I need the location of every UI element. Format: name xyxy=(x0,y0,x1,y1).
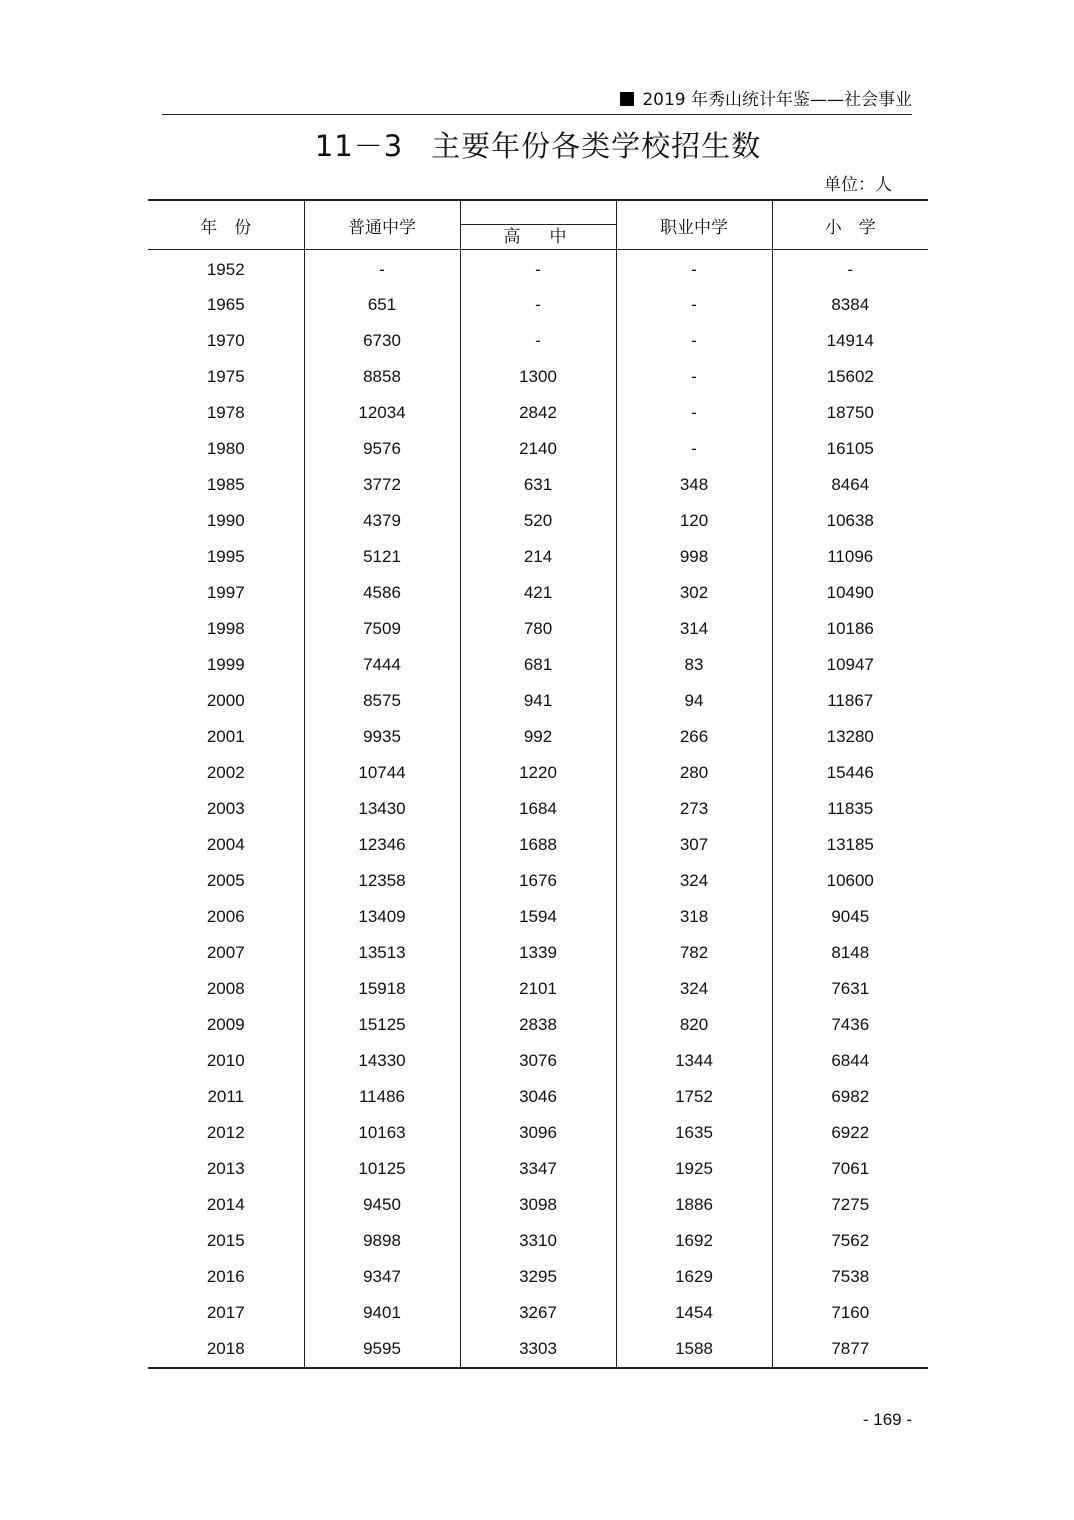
primary-cell: 7877 xyxy=(772,1331,928,1368)
year-cell: 2018 xyxy=(148,1331,304,1368)
general-middle-cell: 12034 xyxy=(304,395,460,431)
vocational-cell: 83 xyxy=(616,647,772,683)
table-row xyxy=(148,1115,928,1151)
unit-label: 单位：人 xyxy=(824,175,892,195)
year-cell: 1975 xyxy=(206,367,245,386)
vocational-cell: 820 xyxy=(616,1007,772,1043)
general-middle-cell: 15125 xyxy=(304,1007,460,1043)
high-school-cell: 941 xyxy=(460,683,616,719)
high-school-cell: 2140 xyxy=(460,431,616,467)
general-middle-cell: 7444 xyxy=(304,647,460,683)
table-row xyxy=(148,1259,928,1295)
general-middle-cell: 9450 xyxy=(304,1187,460,1223)
general-middle-cell: 8858 xyxy=(304,359,460,395)
year-cell: 1998 xyxy=(206,619,245,638)
vocational-cell: 348 xyxy=(616,467,772,503)
vocational-cell: 1344 xyxy=(616,1043,772,1079)
general-middle-cell: 5121 xyxy=(304,539,460,575)
primary-cell: 7436 xyxy=(772,1007,928,1043)
high-school-cell: 3096 xyxy=(460,1115,616,1151)
black-square-icon xyxy=(620,92,634,106)
table-row xyxy=(148,467,928,503)
general-middle-cell: 9347 xyxy=(304,1259,460,1295)
table-row xyxy=(148,323,928,359)
primary-cell: 9045 xyxy=(772,899,928,935)
high-school-cell: - xyxy=(460,250,616,288)
primary-cell: 10947 xyxy=(772,647,928,683)
year-cell: 2013 xyxy=(206,1159,245,1178)
general-middle-cell: 651 xyxy=(304,287,460,323)
year-cell: 2007 xyxy=(206,943,245,962)
high-school-cell: 2838 xyxy=(460,1007,616,1043)
table-row xyxy=(148,719,928,755)
high-school-cell: 3310 xyxy=(460,1223,616,1259)
high-school-cell: 2101 xyxy=(460,971,616,1007)
general-middle-cell: 9576 xyxy=(304,431,460,467)
general-middle-cell: 9595 xyxy=(304,1331,460,1368)
vocational-cell: 280 xyxy=(616,755,772,791)
high-school-cell: 1676 xyxy=(460,863,616,899)
year-cell: 2017 xyxy=(206,1303,245,1322)
high-school-cell: 992 xyxy=(460,719,616,755)
year-cell: 1965 xyxy=(206,295,245,314)
high-school-cell: - xyxy=(460,287,616,323)
table-row xyxy=(148,431,928,467)
table-row xyxy=(148,1151,928,1187)
primary-cell: 10600 xyxy=(772,863,928,899)
high-school-cell: 3347 xyxy=(460,1151,616,1187)
year-cell: 2006 xyxy=(206,907,245,926)
primary-cell: 6844 xyxy=(772,1043,928,1079)
high-school-cell: 421 xyxy=(460,575,616,611)
high-school-cell: 1594 xyxy=(460,899,616,935)
general-middle-cell: 9935 xyxy=(304,719,460,755)
primary-cell: 7275 xyxy=(772,1187,928,1223)
table-row xyxy=(148,575,928,611)
primary-cell: 6922 xyxy=(772,1115,928,1151)
vocational-cell: 1752 xyxy=(616,1079,772,1115)
high-school-cell: 3303 xyxy=(460,1331,616,1368)
vocational-cell: 998 xyxy=(616,539,772,575)
vocational-cell: 1635 xyxy=(616,1115,772,1151)
page-number: - 169 - xyxy=(862,1410,912,1429)
vocational-cell: 1925 xyxy=(616,1151,772,1187)
table-row xyxy=(148,1187,928,1223)
vocational-cell: 324 xyxy=(616,863,772,899)
general-middle-cell: 14330 xyxy=(304,1043,460,1079)
primary-cell: 10638 xyxy=(772,503,928,539)
primary-cell: 16105 xyxy=(772,431,928,467)
primary-cell: 18750 xyxy=(772,395,928,431)
general-middle-cell: 10125 xyxy=(304,1151,460,1187)
high-school-cell: 1339 xyxy=(460,935,616,971)
year-cell: 2000 xyxy=(206,691,245,710)
general-middle-cell: 10163 xyxy=(304,1115,460,1151)
table-row xyxy=(148,899,928,935)
year-cell: 1995 xyxy=(206,547,245,566)
general-middle-cell: 15918 xyxy=(304,971,460,1007)
general-middle-cell: 13409 xyxy=(304,899,460,935)
general-middle-cell: 7509 xyxy=(304,611,460,647)
table-row xyxy=(148,1331,928,1368)
high-school-cell: 681 xyxy=(460,647,616,683)
table-row xyxy=(148,1007,928,1043)
primary-cell: 8464 xyxy=(772,467,928,503)
general-middle-cell: 12346 xyxy=(304,827,460,863)
year-cell: 2008 xyxy=(206,979,245,998)
table-header-row xyxy=(148,200,928,250)
table-row xyxy=(148,611,928,647)
vocational-cell: 1588 xyxy=(616,1331,772,1368)
year-cell: 2009 xyxy=(206,1015,245,1034)
high-school-cell: 2842 xyxy=(460,395,616,431)
vocational-cell: 782 xyxy=(616,935,772,971)
year-cell: 2016 xyxy=(206,1267,245,1286)
vocational-cell: 120 xyxy=(616,503,772,539)
high-school-cell: 780 xyxy=(460,611,616,647)
year-cell: 2012 xyxy=(206,1123,245,1142)
table-row xyxy=(148,647,928,683)
running-header xyxy=(162,88,912,115)
table-row xyxy=(148,539,928,575)
high-school-cell: 520 xyxy=(460,503,616,539)
vocational-cell: 1886 xyxy=(616,1187,772,1223)
general-middle-cell: 12358 xyxy=(304,863,460,899)
general-middle-cell: 9401 xyxy=(304,1295,460,1331)
year-cell: 2001 xyxy=(206,727,245,746)
primary-cell: 13185 xyxy=(772,827,928,863)
enrollment-table xyxy=(148,199,928,1369)
year-cell: 2015 xyxy=(206,1231,245,1250)
high-school-cell: 3076 xyxy=(460,1043,616,1079)
year-cell: 2003 xyxy=(206,799,245,818)
table-row xyxy=(148,791,928,827)
year-cell: 1978 xyxy=(206,403,245,422)
header-high-school: 高 中 xyxy=(461,224,616,249)
primary-cell: 7538 xyxy=(772,1259,928,1295)
table-row xyxy=(148,827,928,863)
vocational-cell: 266 xyxy=(616,719,772,755)
running-header-text: 2019 年秀山统计年鉴——社会事业 xyxy=(642,90,912,110)
vocational-cell: 1692 xyxy=(616,1223,772,1259)
title-number: 11－3 xyxy=(314,129,404,163)
high-school-cell: 3098 xyxy=(460,1187,616,1223)
year-cell: 2014 xyxy=(206,1195,245,1214)
vocational-cell: 273 xyxy=(616,791,772,827)
vocational-cell: 324 xyxy=(616,971,772,1007)
table-row xyxy=(148,395,928,431)
title-text: 主要年份各类学校招生数 xyxy=(431,129,762,163)
table-row xyxy=(148,935,928,971)
general-middle-cell: 4379 xyxy=(304,503,460,539)
vocational-cell: 1454 xyxy=(616,1295,772,1331)
high-school-cell: 1684 xyxy=(460,791,616,827)
high-school-cell: 3267 xyxy=(460,1295,616,1331)
general-middle-cell: 8575 xyxy=(304,683,460,719)
table-row xyxy=(148,287,928,323)
table-row xyxy=(148,1079,928,1115)
general-middle-cell: 13430 xyxy=(304,791,460,827)
year-cell: 2010 xyxy=(206,1051,245,1070)
primary-cell: 15446 xyxy=(772,755,928,791)
year-cell: 1999 xyxy=(206,655,245,674)
high-school-cell: 3295 xyxy=(460,1259,616,1295)
table-row xyxy=(148,359,928,395)
vocational-cell: - xyxy=(616,323,772,359)
header-vocational: 职业中学 xyxy=(616,200,772,250)
table-row xyxy=(148,250,928,288)
general-middle-cell: 6730 xyxy=(304,323,460,359)
primary-cell: 10186 xyxy=(772,611,928,647)
high-school-cell: 1688 xyxy=(460,827,616,863)
primary-cell: 7061 xyxy=(772,1151,928,1187)
table-body xyxy=(148,250,928,1369)
year-cell: 2004 xyxy=(206,835,245,854)
general-middle-cell: 10744 xyxy=(304,755,460,791)
general-middle-cell: 11486 xyxy=(304,1079,460,1115)
table-row xyxy=(148,971,928,1007)
primary-cell: - xyxy=(772,250,928,288)
table-row xyxy=(148,863,928,899)
vocational-cell: - xyxy=(616,250,772,288)
general-middle-cell: - xyxy=(304,250,460,288)
primary-cell: 6982 xyxy=(772,1079,928,1115)
vocational-cell: 314 xyxy=(616,611,772,647)
year-cell: 2002 xyxy=(206,763,245,782)
primary-cell: 11835 xyxy=(772,791,928,827)
vocational-cell: - xyxy=(616,359,772,395)
table-row xyxy=(148,1223,928,1259)
table-row xyxy=(148,503,928,539)
vocational-cell: 318 xyxy=(616,899,772,935)
primary-cell: 14914 xyxy=(772,323,928,359)
primary-cell: 7631 xyxy=(772,971,928,1007)
high-school-cell: 1300 xyxy=(460,359,616,395)
primary-cell: 11096 xyxy=(772,539,928,575)
table-row xyxy=(148,683,928,719)
primary-cell: 13280 xyxy=(772,719,928,755)
vocational-cell: - xyxy=(616,395,772,431)
primary-cell: 15602 xyxy=(772,359,928,395)
year-cell: 1990 xyxy=(206,511,245,530)
high-school-cell: - xyxy=(460,323,616,359)
header-primary: 小 学 xyxy=(772,200,928,250)
high-school-cell: 1220 xyxy=(460,755,616,791)
primary-cell: 7160 xyxy=(772,1295,928,1331)
general-middle-cell: 4586 xyxy=(304,575,460,611)
year-cell: 1980 xyxy=(206,439,245,458)
table-row xyxy=(148,755,928,791)
vocational-cell: 1629 xyxy=(616,1259,772,1295)
high-school-cell: 3046 xyxy=(460,1079,616,1115)
primary-cell: 7562 xyxy=(772,1223,928,1259)
primary-cell: 10490 xyxy=(772,575,928,611)
year-cell: 1970 xyxy=(206,331,245,350)
general-middle-cell: 3772 xyxy=(304,467,460,503)
year-cell: 1952 xyxy=(206,259,245,279)
year-cell: 1985 xyxy=(206,475,245,494)
table-row xyxy=(148,1043,928,1079)
vocational-cell: 307 xyxy=(616,827,772,863)
general-middle-cell: 13513 xyxy=(304,935,460,971)
primary-cell: 8384 xyxy=(772,287,928,323)
primary-cell: 11867 xyxy=(772,683,928,719)
year-cell: 2005 xyxy=(206,871,245,890)
table-row xyxy=(148,1295,928,1331)
general-middle-cell: 9898 xyxy=(304,1223,460,1259)
header-general-middle: 普通中学 xyxy=(304,200,460,250)
header-year: 年 份 xyxy=(148,200,304,250)
vocational-cell: 94 xyxy=(616,683,772,719)
primary-cell: 8148 xyxy=(772,935,928,971)
year-cell: 1997 xyxy=(206,583,245,602)
header-high-school-group xyxy=(460,200,616,250)
page-title xyxy=(148,126,928,166)
high-school-cell: 214 xyxy=(460,539,616,575)
vocational-cell: - xyxy=(616,287,772,323)
vocational-cell: - xyxy=(616,431,772,467)
year-cell: 2011 xyxy=(207,1087,245,1106)
vocational-cell: 302 xyxy=(616,575,772,611)
high-school-cell: 631 xyxy=(460,467,616,503)
